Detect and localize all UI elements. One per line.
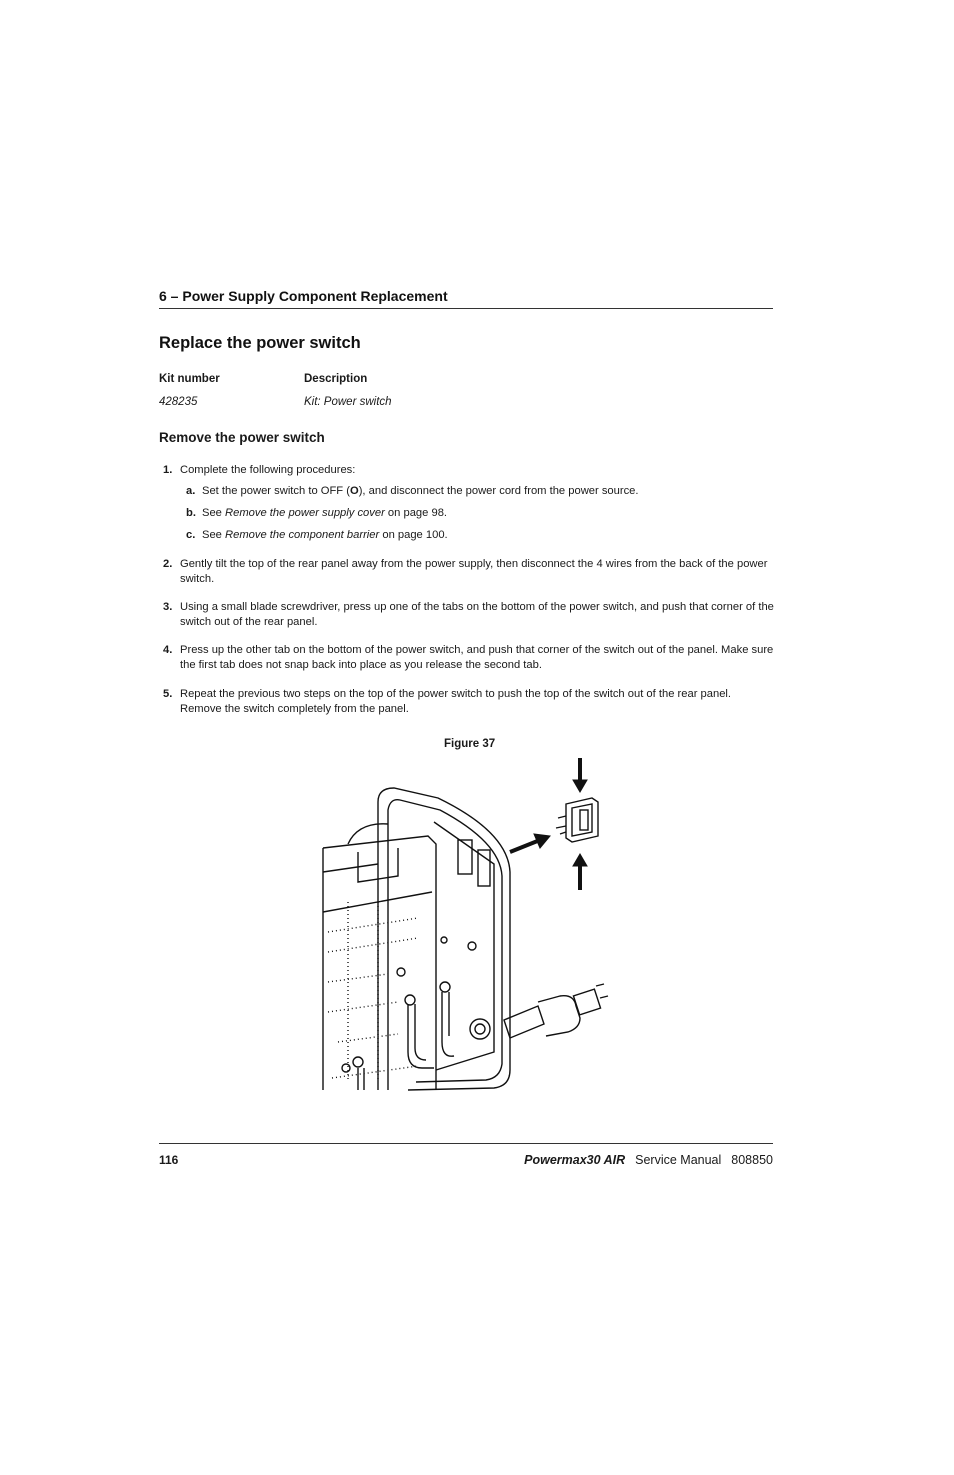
step-number: 3. (163, 601, 173, 613)
substep-letter: b. (186, 507, 196, 519)
step-5 (163, 687, 775, 716)
kit-number-header: Kit number (159, 373, 220, 385)
footer-info (524, 1153, 773, 1167)
kit-number-cell: 428235 (159, 396, 198, 408)
step-text: Complete the following procedures: (180, 464, 356, 476)
substep-text: See Remove the component barrier on page 100. (202, 529, 448, 541)
subsection-title: Remove the power switch (159, 430, 325, 445)
substep-text: Set the power switch to OFF (O), and disconnect the power cord from the power source. (202, 485, 639, 497)
description-cell: Kit: Power switch (304, 396, 392, 408)
footer-rule (159, 1143, 773, 1144)
chapter-header: 6 – Power Supply Component Replacement (159, 288, 448, 304)
document-number: 808850 (731, 1153, 773, 1167)
substep-a (186, 484, 776, 499)
manual-type: Service Manual (635, 1153, 722, 1167)
substep-letter: c. (186, 529, 196, 541)
step-text: Using a small blade screwdriver, press up one of the tabs on the bottom of the power switch, and push that corner of the switch out of the rear panel. (180, 601, 774, 628)
header-rule (159, 308, 773, 309)
power-switch-figure (318, 752, 618, 1092)
cross-reference-link[interactable]: Remove the component barrier (225, 529, 380, 541)
step-3 (163, 600, 775, 629)
step-text: Gently tilt the top of the rear panel away from the power supply, then disconnect the 4 wires from the back of the power switch. (180, 558, 768, 585)
step-number: 4. (163, 644, 173, 656)
step-2 (163, 557, 775, 586)
step-text: Press up the other tab on the bottom of the power switch, and push that corner of the switch out of the panel. Make sure the first tab does not snap back into place as you release the second tab. (180, 644, 774, 671)
step-number: 5. (163, 688, 173, 700)
figure-caption: Figure 37 (444, 738, 496, 750)
cross-reference-link[interactable]: Remove the power supply cover (225, 507, 385, 519)
substep-c (186, 528, 776, 543)
step-number: 1. (163, 464, 173, 476)
description-header: Description (304, 373, 368, 385)
substep-b (186, 506, 776, 521)
substep-letter: a. (186, 485, 196, 497)
page-number: 116 (159, 1153, 179, 1167)
product-name: Powermax30 AIR (524, 1153, 626, 1167)
section-title: Replace the power switch (159, 334, 361, 352)
substep-text: See Remove the power supply cover on page 98. (202, 507, 448, 519)
step-4 (163, 643, 775, 672)
step-text: Repeat the previous two steps on the top of the power switch to push the top of the switch out of the rear panel. Remove the switch completely from the panel. (180, 688, 732, 715)
step-number: 2. (163, 558, 173, 570)
step-1 (163, 463, 775, 478)
